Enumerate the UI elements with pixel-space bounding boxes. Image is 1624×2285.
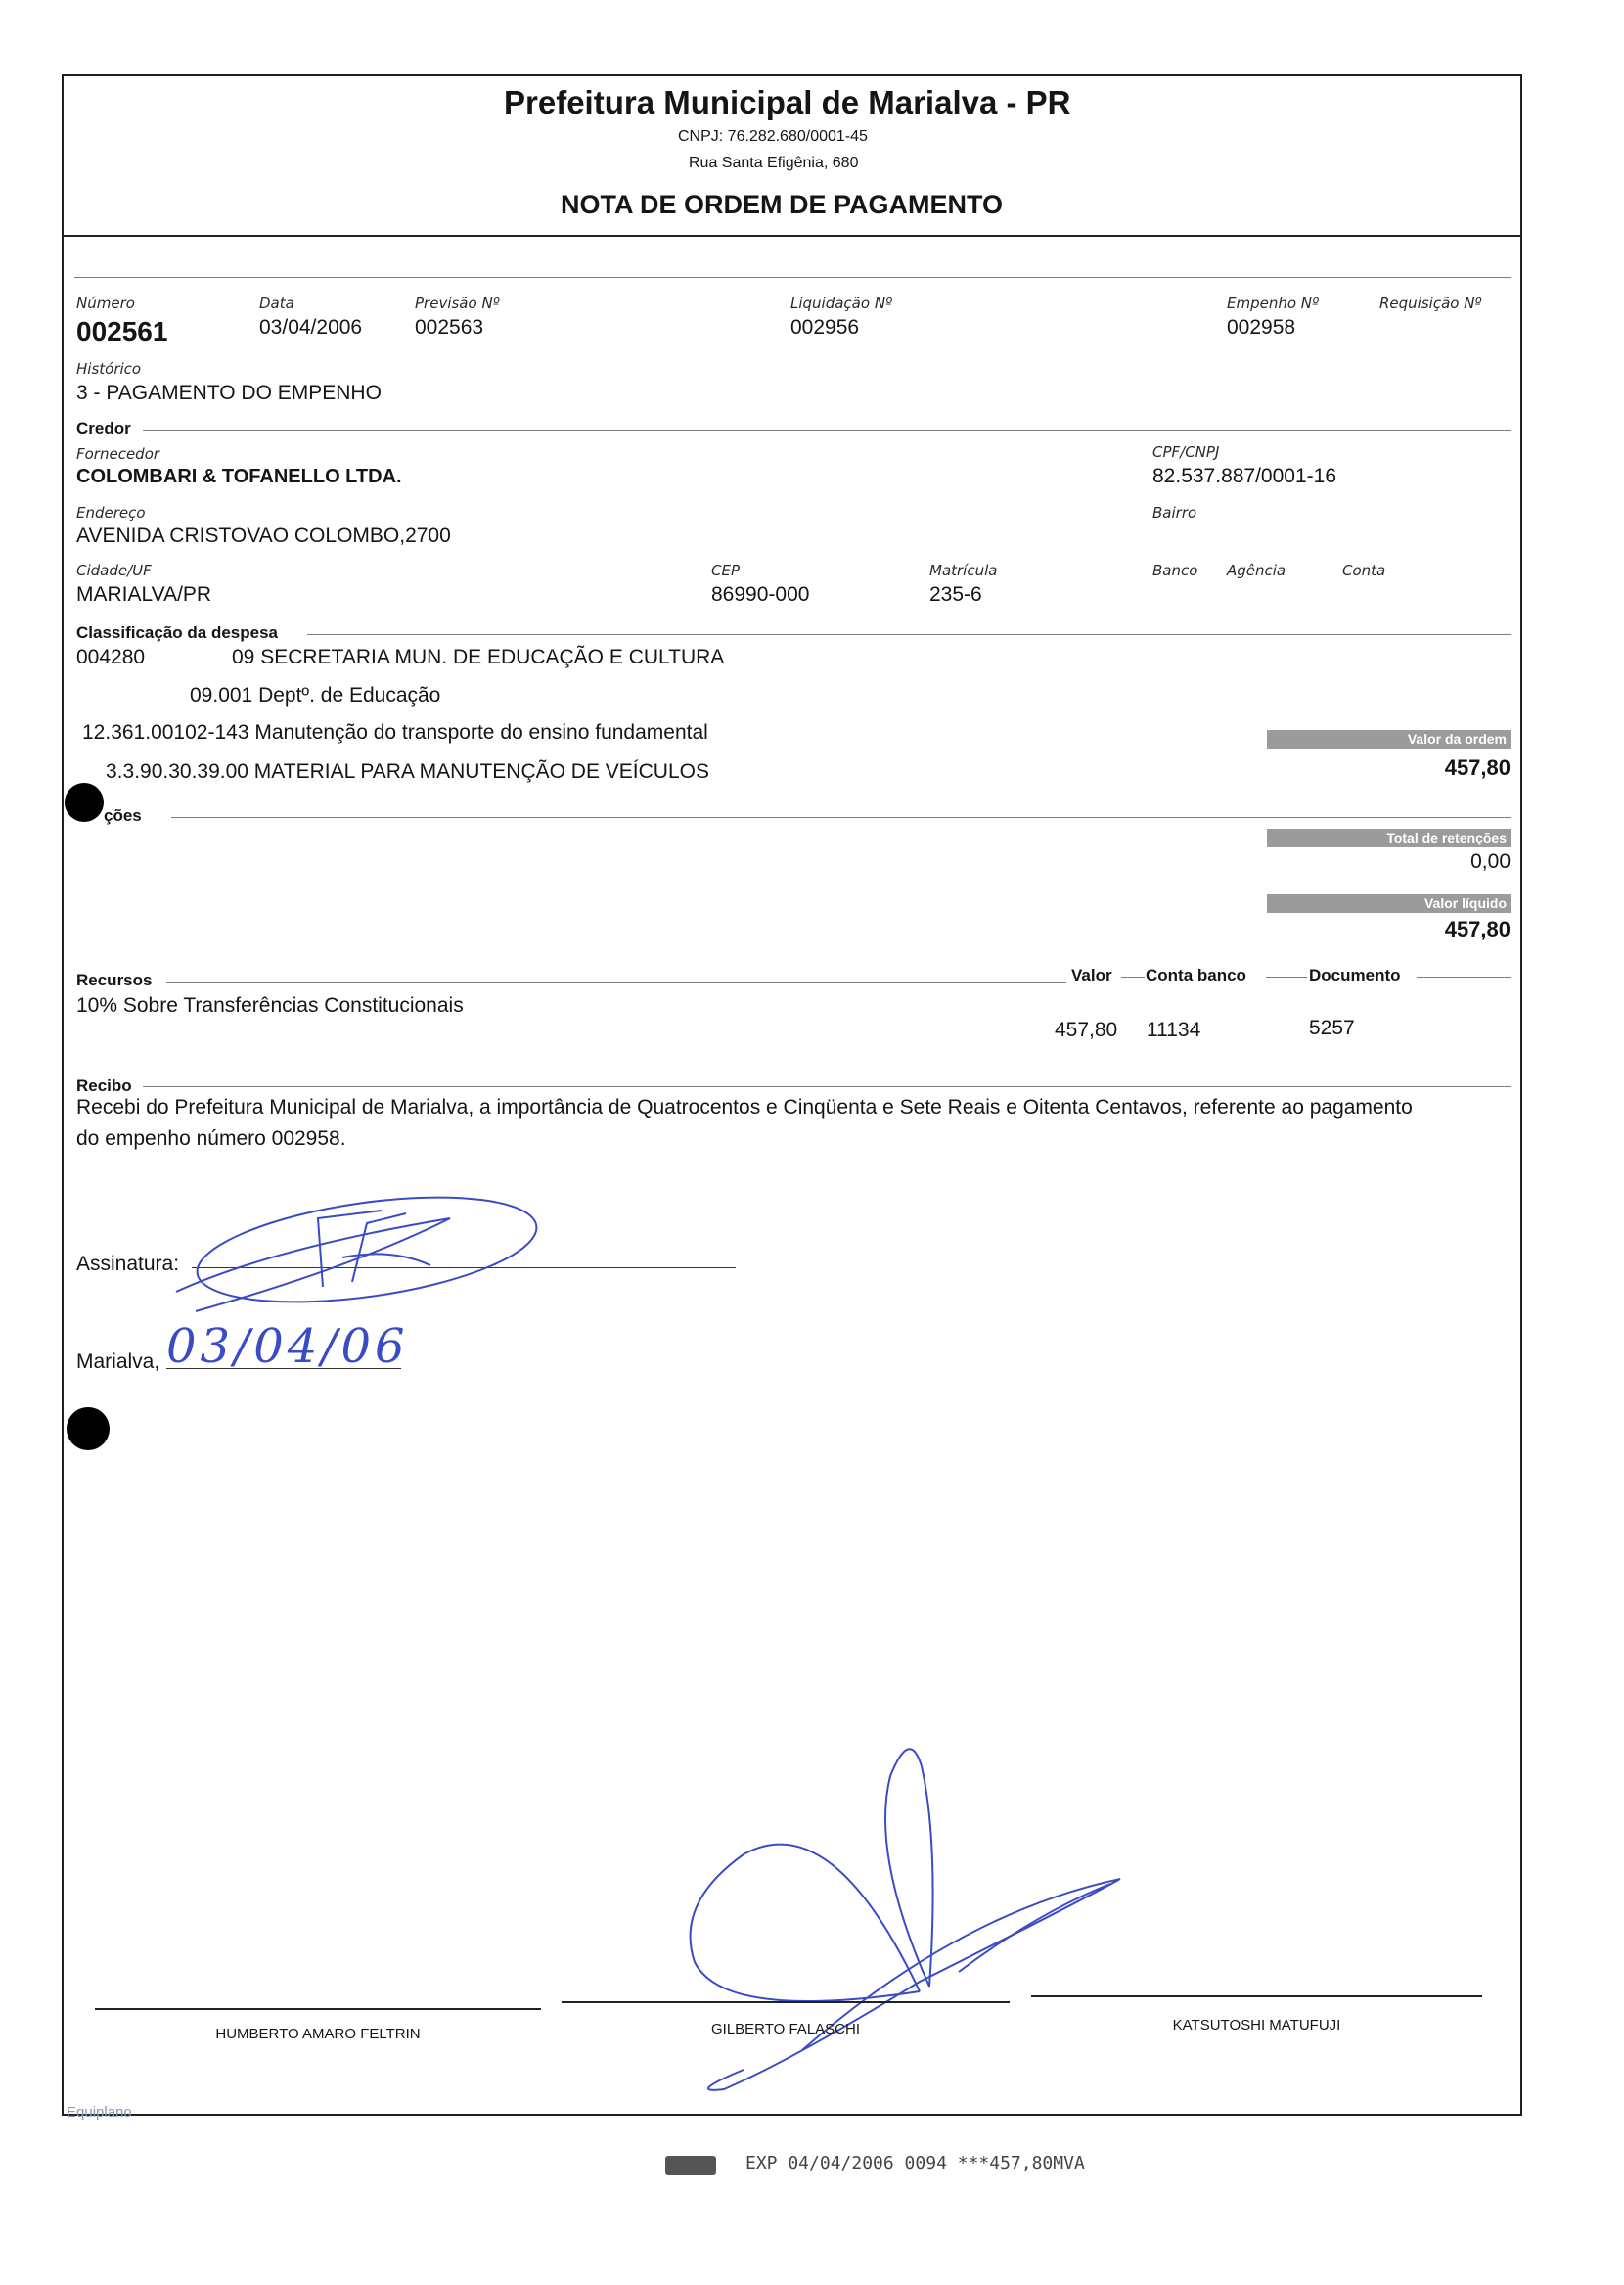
recibo-rule [143, 1086, 1511, 1087]
empenho-label: Empenho Nº [1227, 295, 1320, 312]
signatory-line-3 [1031, 1995, 1482, 1997]
assinatura-label: Assinatura: [76, 1253, 180, 1275]
signatory-line-1 [95, 2008, 541, 2010]
total-retencoes-value: 0,00 [1470, 850, 1511, 873]
top-rule [74, 277, 1511, 278]
authority-signature [665, 1737, 1135, 2109]
institution-cnpj: CNPJ: 76.282.680/0001-45 [678, 128, 868, 145]
recibo-section-title: Recibo [76, 1076, 132, 1095]
classificacao-rule [307, 634, 1511, 635]
conta-label: Conta [1342, 562, 1386, 579]
numero-value: 002561 [76, 316, 168, 346]
classificacao-orgao: 09 SECRETARIA MUN. DE EDUCAÇÃO E CULTURA [232, 646, 725, 668]
punch-hole-top [65, 783, 104, 822]
recibo-text-line2: do empenho número 002958. [76, 1127, 346, 1150]
matricula-value: 235-6 [929, 583, 982, 606]
institution-title: Prefeitura Municipal de Marialva - PR [504, 84, 1071, 120]
header-divider [62, 235, 1522, 237]
signatory-line-2 [562, 2001, 1010, 2003]
software-credit: Equiplano [67, 2104, 132, 2121]
recursos-conta-label: Conta banco [1146, 966, 1246, 984]
credor-rule [143, 430, 1511, 431]
recibo-text-line1: Recebi do Prefeitura Municipal de Marialva, a importância de Quatrocentos e Cinqüenta e Sete Reais e Oitenta Centavos, referente ao pagamento [76, 1096, 1413, 1119]
cep-value: 86990-000 [711, 583, 810, 606]
document-title: NOTA DE ORDEM DE PAGAMENTO [561, 190, 1004, 219]
recursos-conta: 11134 [1147, 1019, 1201, 1041]
recursos-documento-label: Documento [1309, 966, 1401, 984]
recursos-rule-3 [1266, 977, 1307, 978]
cidade-value: MARIALVA/PR [76, 583, 212, 606]
recursos-descricao: 10% Sobre Transferências Constitucionais [76, 994, 464, 1017]
retencoes-section-title: ções [104, 806, 142, 825]
historico-label: Histórico [76, 360, 142, 378]
liquidacao-value: 002956 [790, 316, 860, 339]
valor-ordem-value: 457,80 [1444, 755, 1511, 780]
agencia-label: Agência [1227, 562, 1286, 579]
recursos-rule-2 [1121, 977, 1145, 978]
endereco-label: Endereço [76, 504, 146, 522]
total-retencoes-header: Total de retenções [1267, 829, 1511, 847]
cep-label: CEP [711, 562, 740, 579]
classificacao-section-title: Classificação da despesa [76, 623, 279, 642]
cpf-value: 82.537.887/0001-16 [1152, 465, 1337, 487]
recursos-rule [166, 982, 1066, 983]
recursos-valor-label: Valor [1071, 966, 1112, 984]
valor-ordem-header: Valor da ordem [1267, 730, 1511, 749]
recursos-rule-4 [1417, 977, 1511, 978]
previsao-label: Previsão Nº [415, 295, 500, 312]
recursos-valor: 457,80 [1055, 1019, 1118, 1041]
previsao-value: 002563 [415, 316, 484, 339]
retencoes-rule [171, 817, 1511, 818]
data-label: Data [259, 295, 294, 312]
handwritten-date: 03/04/06 [166, 1319, 409, 1374]
recursos-documento: 5257 [1309, 1017, 1355, 1039]
fornecedor-value: COLOMBARI & TOFANELLO LTDA. [76, 466, 402, 487]
historico-value: 3 - PAGAMENTO DO EMPENHO [76, 382, 382, 404]
numero-label: Número [76, 295, 135, 312]
signatory-name: HUMBERTO AMARO FELTRIN [215, 2026, 421, 2042]
empenho-value: 002958 [1227, 316, 1296, 339]
valor-liquido-value: 457,80 [1444, 917, 1511, 941]
bairro-label: Bairro [1152, 504, 1197, 522]
data-value: 03/04/2006 [259, 316, 363, 339]
bank-stamp-icon [665, 2156, 716, 2175]
matricula-label: Matrícula [929, 562, 998, 579]
signatory-name: GILBERTO FALASCHI [711, 2021, 860, 2037]
bank-auth-stamp: EXP 04/04/2006 0094 ***457,80MVA [745, 2153, 1085, 2173]
cpf-label: CPF/CNPJ [1152, 443, 1220, 461]
receipt-signature [157, 1189, 567, 1326]
classificacao-code: 004280 [76, 646, 146, 668]
signatory-name: KATSUTOSHI MATUFUJI [1172, 2017, 1341, 2034]
classificacao-elemento: 3.3.90.30.39.00 MATERIAL PARA MANUTENÇÃO DE VEÍCULOS [106, 760, 709, 783]
recursos-section-title: Recursos [76, 971, 153, 989]
institution-address: Rua Santa Efigênia, 680 [689, 155, 859, 171]
classificacao-unidade: 09.001 Deptº. de Educação [190, 684, 441, 707]
valor-liquido-header: Valor líquido [1267, 894, 1511, 913]
cidade-label: Cidade/UF [76, 562, 152, 579]
punch-hole-bottom [67, 1407, 110, 1450]
classificacao-funcional: 12.361.00102-143 Manutenção do transporte do ensino fundamental [82, 721, 708, 744]
fornecedor-label: Fornecedor [76, 445, 160, 463]
credor-section-title: Credor [76, 419, 131, 437]
banco-label: Banco [1152, 562, 1198, 579]
requisicao-label: Requisição Nº [1379, 295, 1482, 312]
local-label: Marialva, [76, 1350, 160, 1373]
liquidacao-label: Liquidação Nº [790, 295, 893, 312]
endereco-value: AVENIDA CRISTOVAO COLOMBO,2700 [76, 525, 451, 547]
